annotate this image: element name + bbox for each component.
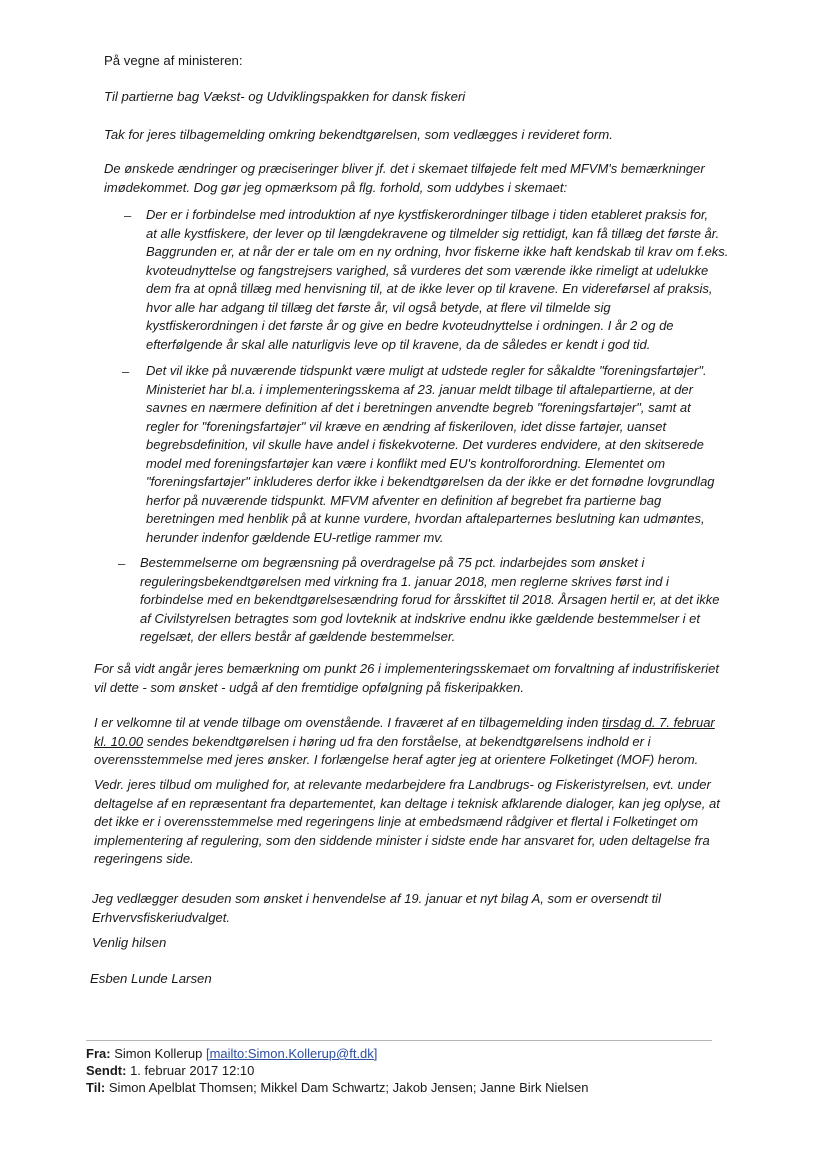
signature-name: Esben Lunde Larsen bbox=[90, 971, 212, 986]
attachment-paragraph: Jeg vedlægger desuden som ønsket i henvendelse af 19. januar et nyt bilag A, som er oversendt til Erhvervsfiskeriudvalget. bbox=[92, 891, 661, 925]
from-label: Fra: bbox=[86, 1046, 111, 1061]
email-divider bbox=[86, 1040, 712, 1041]
bullet-kystfiskere: Der er i forbindelse med introduktion af nye kystfiskerordninger tilbage i tiden etableret praksis for, at alle kystfiskere, der lever op til længdekravene og tilmelder sig rettidigt, kan få tillæg det første år. Baggrunden er, at når der er tale om en ny ordning, hvor fiskerne ikke haft kendskab til krav om f.eks. kvoteudnyttelse og fangstrejsers varighed, så vurderes det som værende ikke rimeligt at udelukke dem fra at opnå tillæg med henvisning til, at de ikke lever op til kravene. En videreførsel af praksis, hvor alle har adgang til tillæg det første år, vil også betyde, at flere vil tilmelde sig kystfiskerordningen i det første år og give en bedre kvoteudnyttelse i ordningen. I år 2 og de efterfølgende år skal alle naturligvis leve op til kravene, da de således er kendt i god tid. bbox=[146, 207, 729, 352]
bullet-overdragelse: Bestemmelserne om begrænsning på overdragelse på 75 pct. indarbejdes som ønsket i reguleringsbekendtgørelsen med virkning fra 1. januar 2018, men reglerne skrives først ind i forbindelse med en bekendtgørelsesændring forud for årsskiftet til 2018. Årsagen hertil er, at det ikke af Civilstyrelsen betragtes som god lovteknik at indskrive endnu ikke gældende bestemmelser i et regelsæt, der ellers består af gældende bestemmelser. bbox=[140, 555, 720, 644]
deadline-date: tirsdag d. 7. februar bbox=[602, 715, 715, 730]
thanks-paragraph: Tak for jeres tilbagemelding omkring bekendtgørelsen, som vedlægges i revideret form. bbox=[104, 127, 613, 142]
bullet-dash-3: – bbox=[118, 556, 126, 571]
sent-label: Sendt: bbox=[86, 1063, 127, 1078]
to-label: Til: bbox=[86, 1080, 106, 1095]
point26-paragraph: For så vidt angår jeres bemærkning om punkt 26 i implementeringsskemaet om forvaltning af industrifiskeriet vil dette - som ønsket - udgå af den fremtidige opfølgning på fiskeripakken. bbox=[94, 661, 719, 695]
bullet-dash-2: – bbox=[122, 364, 130, 379]
deadline-text-end: overensstemmelse med jeres ønsker. I forlængelse heraf agter jeg at orientere Folketinget (MOF) herom. bbox=[94, 752, 699, 767]
opening-line: På vegne af ministeren: bbox=[104, 53, 243, 68]
sent-value: 1. februar 2017 12:10 bbox=[130, 1063, 255, 1078]
deadline-text-start: I er velkomne til at vende tilbage om ovenstående. I fraværet af en tilbagemelding inden bbox=[94, 715, 603, 730]
to-value: Simon Apelblat Thomsen; Mikkel Dam Schwartz; Jakob Jensen; Janne Birk Nielsen bbox=[108, 1080, 589, 1095]
deadline-time: kl. 10.00 bbox=[94, 733, 144, 749]
bullet-dash-1: – bbox=[124, 208, 132, 223]
bullet-foreningsfartoejer: Det vil ikke på nuværende tidspunkt være muligt at udstede regler for såkaldte "foreningsfartøjer". Ministeriet har bl.a. i implementeringsskema af 23. januar meldt tilbage til aftalepartierne, at der savnes en nærmere definition af det i beretningen anvendte begreb "foreningsfartøjer", samt at regler for "foreningsfartøjer" vil kræve en ændring af fiskeriloven, idet disse fartøjer, uanset begrebsdefinition, vil skulle have andel i fiskekvoterne. Det vurderes endvidere, at den skitserede model med foreningsfartøjer kan være i konflikt med EU's kontrolforordning. Elementet om "foreningsfartøjer" inkluderes derfor ikke i bekendtgørelsen da der ikke er det fornødne lovgrundlag herfor på nuværende tidspunkt. MFVM afventer en definition af begrebet fra partierne bag beretningen med henblik på at kunne vurdere, hvordan aftaleparternes beslutning kan udmøntes, herunder indenfor gældende EU-retlige rammer mv. bbox=[146, 363, 715, 545]
email-sent-row bbox=[86, 1062, 254, 1079]
from-mailto-link[interactable]: [mailto:Simon.Kollerup@ft.dk] bbox=[205, 1046, 378, 1061]
recipient-line: Til partierne bag Vækst- og Udviklingspakken for dansk fiskeri bbox=[104, 89, 466, 104]
email-from-row bbox=[86, 1045, 377, 1062]
offer-paragraph: Vedr. jeres tilbud om mulighed for, at relevante medarbejdere fra Landbrugs- og Fiskeristyrelsen, evt. under deltagelse af en repræsentant fra departementet, kan deltage i teknisk afklarende dialoger, kan jeg oplyse, at det ikke er i overensstemmelse med regeringens linje at embedsmænd rådgiver et flertal i Folketinget om implementering af regulering, som den siddende minister i sidste ende har ansvaret for, uden deltagelse fra regeringens side. bbox=[94, 777, 720, 866]
intro-paragraph: De ønskede ændringer og præciseringer bliver jf. det i skemaet tilføjede felt med MFVM's bemærkninger imødekommet. Dog gør jeg opmærksom på flg. forhold, som uddybes i skemaet: bbox=[104, 161, 705, 195]
deadline-paragraph bbox=[94, 714, 715, 770]
deadline-text-middle: sendes bekendtgørelsen i høring ud fra den forståelse, at bekendtgørelsens indhold er i bbox=[143, 733, 651, 749]
email-to-row bbox=[86, 1079, 588, 1096]
closing-greeting: Venlig hilsen bbox=[92, 935, 167, 950]
from-name: Simon Kollerup bbox=[114, 1046, 203, 1061]
